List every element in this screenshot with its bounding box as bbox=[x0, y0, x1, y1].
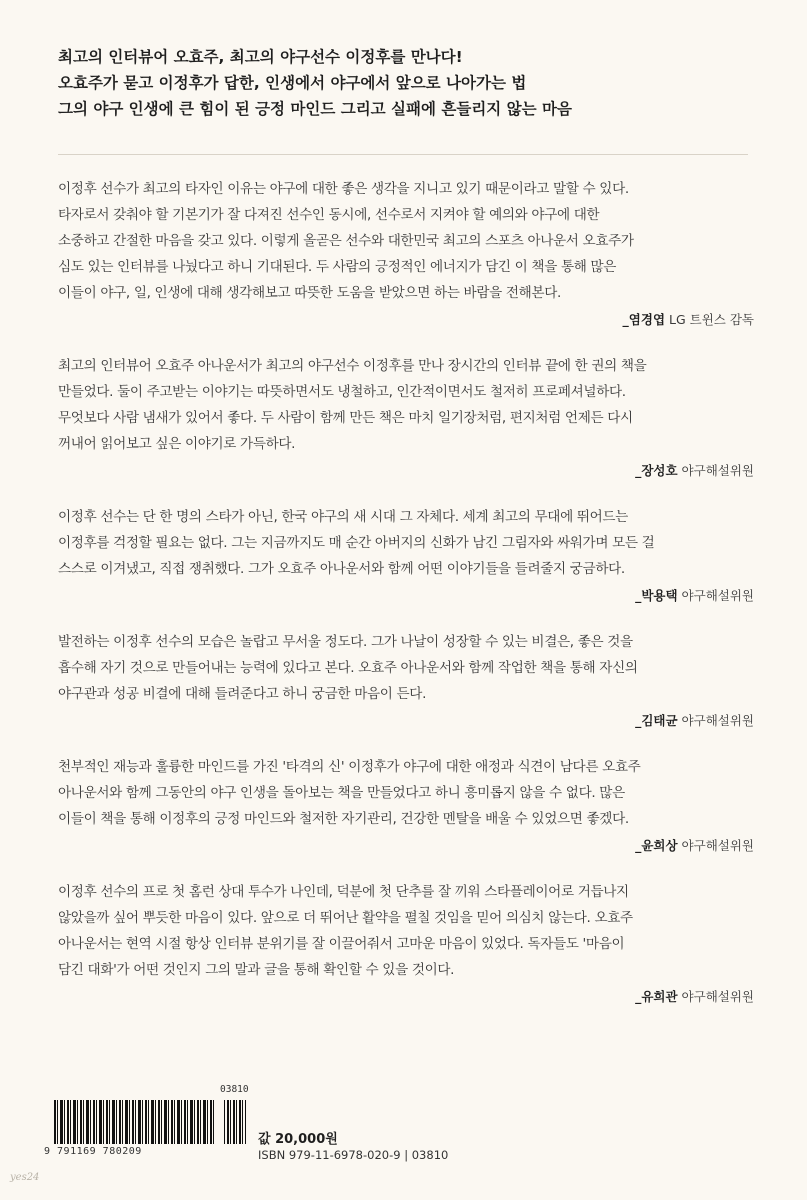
barcode-digits: 9 791169 780209 bbox=[44, 1146, 142, 1157]
reviewer-name: _유희관 bbox=[635, 989, 678, 1004]
review-text-line: 아나운서는 현역 시절 항상 인터뷰 분위기를 잘 이끌어줘서 고마운 마음이 있었다. 독자들도 '마음이 bbox=[58, 936, 625, 952]
price: 값 20,000원 bbox=[258, 1132, 338, 1147]
review-text-line: 심도 있는 인터뷰를 나눴다고 하니 기대된다. 두 사람의 긍정적인 에너지가 담긴 이 책을 통해 많은 bbox=[58, 259, 617, 275]
review-text-line: 이들이 야구, 일, 인생에 대해 생각해보고 따뜻한 도움을 받았으면 하는 바람을 전해본다. bbox=[58, 285, 561, 301]
reviewer-name: _윤희상 bbox=[635, 838, 678, 853]
review-text-line: 흡수해 자기 것으로 만들어내는 능력에 있다고 본다. 오효주 아나운서와 함께 작업한 책을 통해 자신의 bbox=[58, 660, 638, 676]
review-5 bbox=[58, 754, 754, 857]
reviewer-signature bbox=[58, 309, 754, 331]
headline-line-2: 오효주가 묻고 이정후가 답한, 인생에서 야구에서 앞으로 나아가는 법 bbox=[58, 74, 527, 92]
divider bbox=[58, 154, 748, 155]
review-text-line: 꺼내어 읽어보고 싶은 이야기로 가득하다. bbox=[58, 436, 296, 452]
reviewer-title: 야구해설위원 bbox=[681, 713, 754, 728]
review-text-line: 아나운서와 함께 그동안의 야구 인생을 돌아보는 책을 만들었다고 하니 흥미롭지 않을 수 없다. 많은 bbox=[58, 785, 625, 801]
barcode-addon-bars bbox=[224, 1100, 246, 1144]
reviews bbox=[58, 176, 754, 1030]
review-text-line: 타자로서 갖춰야 할 기본기가 잘 다져진 선수인 동시에, 선수로서 지켜야 할 예의와 야구에 대한 bbox=[58, 207, 600, 223]
yes24-watermark-logo: yes24 bbox=[10, 1172, 40, 1183]
review-text-line: 이정후 선수가 최고의 타자인 이유는 야구에 대한 좋은 생각을 지니고 있기 때문이라고 말할 수 있다. bbox=[58, 181, 629, 197]
reviewer-signature bbox=[58, 460, 754, 482]
reviewer-title: 야구해설위원 bbox=[681, 588, 754, 603]
review-3 bbox=[58, 504, 754, 607]
review-text-line: 담긴 대화'가 어떤 것인지 그의 말과 글을 통해 확인할 수 있을 것이다. bbox=[58, 962, 455, 978]
review-text-line: 최고의 인터뷰어 오효주 아나운서가 최고의 야구선수 이정후를 만나 장시간의 인터뷰 끝에 한 권의 책을 bbox=[58, 358, 647, 374]
reviewer-title: 야구해설위원 bbox=[681, 838, 754, 853]
review-text-line: 소중하고 간절한 마음을 갖고 있다. 이렇게 올곧은 선수와 대한민국 최고의 스포츠 아나운서 오효주가 bbox=[58, 233, 634, 249]
reviewer-title: 야구해설위원 bbox=[681, 989, 754, 1004]
review-text-line: 야구관과 성공 비결에 대해 들려준다고 하니 궁금한 마음이 든다. bbox=[58, 686, 427, 702]
isbn: ISBN 979-11-6978-020-9 | 03810 bbox=[258, 1148, 449, 1162]
review-2 bbox=[58, 353, 754, 482]
reviewer-signature bbox=[58, 986, 754, 1008]
barcode-addon-code: 03810 bbox=[220, 1084, 249, 1095]
reviewer-signature bbox=[58, 835, 754, 857]
review-text-line: 이정후 선수는 단 한 명의 스타가 아닌, 한국 야구의 새 시대 그 자체다. 세계 최고의 무대에 뛰어드는 bbox=[58, 509, 628, 525]
reviewer-signature bbox=[58, 585, 754, 607]
headline-line-3: 그의 야구 인생에 큰 힘이 된 긍정 마인드 그리고 실패에 흔들리지 않는 마음 bbox=[58, 100, 572, 118]
isbn-barcode bbox=[40, 1084, 250, 1168]
reviewer-name: _장성호 bbox=[635, 463, 678, 478]
review-text-line: 않았을까 싶어 뿌듯한 마음이 있다. 앞으로 더 뛰어난 활약을 펼칠 것임을 믿어 의심치 않는다. 오효주 bbox=[58, 910, 633, 926]
barcode-bars bbox=[54, 1100, 216, 1144]
review-4 bbox=[58, 629, 754, 732]
review-text-line: 천부적인 재능과 훌륭한 마인드를 가진 '타격의 신' 이정후가 야구에 대한 애정과 식견이 남다른 오효주 bbox=[58, 759, 641, 775]
reviewer-name: _박용택 bbox=[635, 588, 678, 603]
review-6 bbox=[58, 879, 754, 1008]
review-text-line: 무엇보다 사람 냄새가 있어서 좋다. 두 사람이 함께 만든 책은 마치 일기장처럼, 편지처럼 언제든 다시 bbox=[58, 410, 633, 426]
review-text-line: 이정후를 걱정할 필요는 없다. 그는 지금까지도 매 순간 아버지의 신화가 남긴 그림자와 싸워가며 모든 걸 bbox=[58, 535, 655, 551]
headline-line-1: 최고의 인터뷰어 오효주, 최고의 야구선수 이정후를 만나다! bbox=[58, 48, 463, 66]
reviewer-name: _김태균 bbox=[635, 713, 678, 728]
reviewer-title: LG 트윈스 감독 bbox=[669, 312, 754, 327]
review-text-line: 이들이 책을 통해 이정후의 긍정 마인드와 철저한 자기관리, 건강한 멘탈을 배울 수 있었으면 좋겠다. bbox=[58, 811, 629, 827]
review-text-line: 만들었다. 둘이 주고받는 이야기는 따뜻하면서도 냉철하고, 인간적이면서도 철저히 프로페셔널하다. bbox=[58, 384, 626, 400]
headline bbox=[58, 44, 758, 122]
reviewer-title: 야구해설위원 bbox=[681, 463, 754, 478]
review-text-line: 스스로 이겨냈고, 직접 쟁취했다. 그가 오효주 아나운서와 함께 어떤 이야기들을 들려줄지 궁금하다. bbox=[58, 561, 625, 577]
review-text-line: 이정후 선수의 프로 첫 홈런 상대 투수가 나인데, 덕분에 첫 단추를 잘 끼워 스타플레이어로 거듭나지 bbox=[58, 884, 629, 900]
review-1 bbox=[58, 176, 754, 331]
reviewer-signature bbox=[58, 710, 754, 732]
review-text-line: 발전하는 이정후 선수의 모습은 놀랍고 무서울 정도다. 그가 나날이 성장할 수 있는 비결은, 좋은 것을 bbox=[58, 634, 633, 650]
reviewer-name: _염경엽 bbox=[622, 312, 666, 327]
